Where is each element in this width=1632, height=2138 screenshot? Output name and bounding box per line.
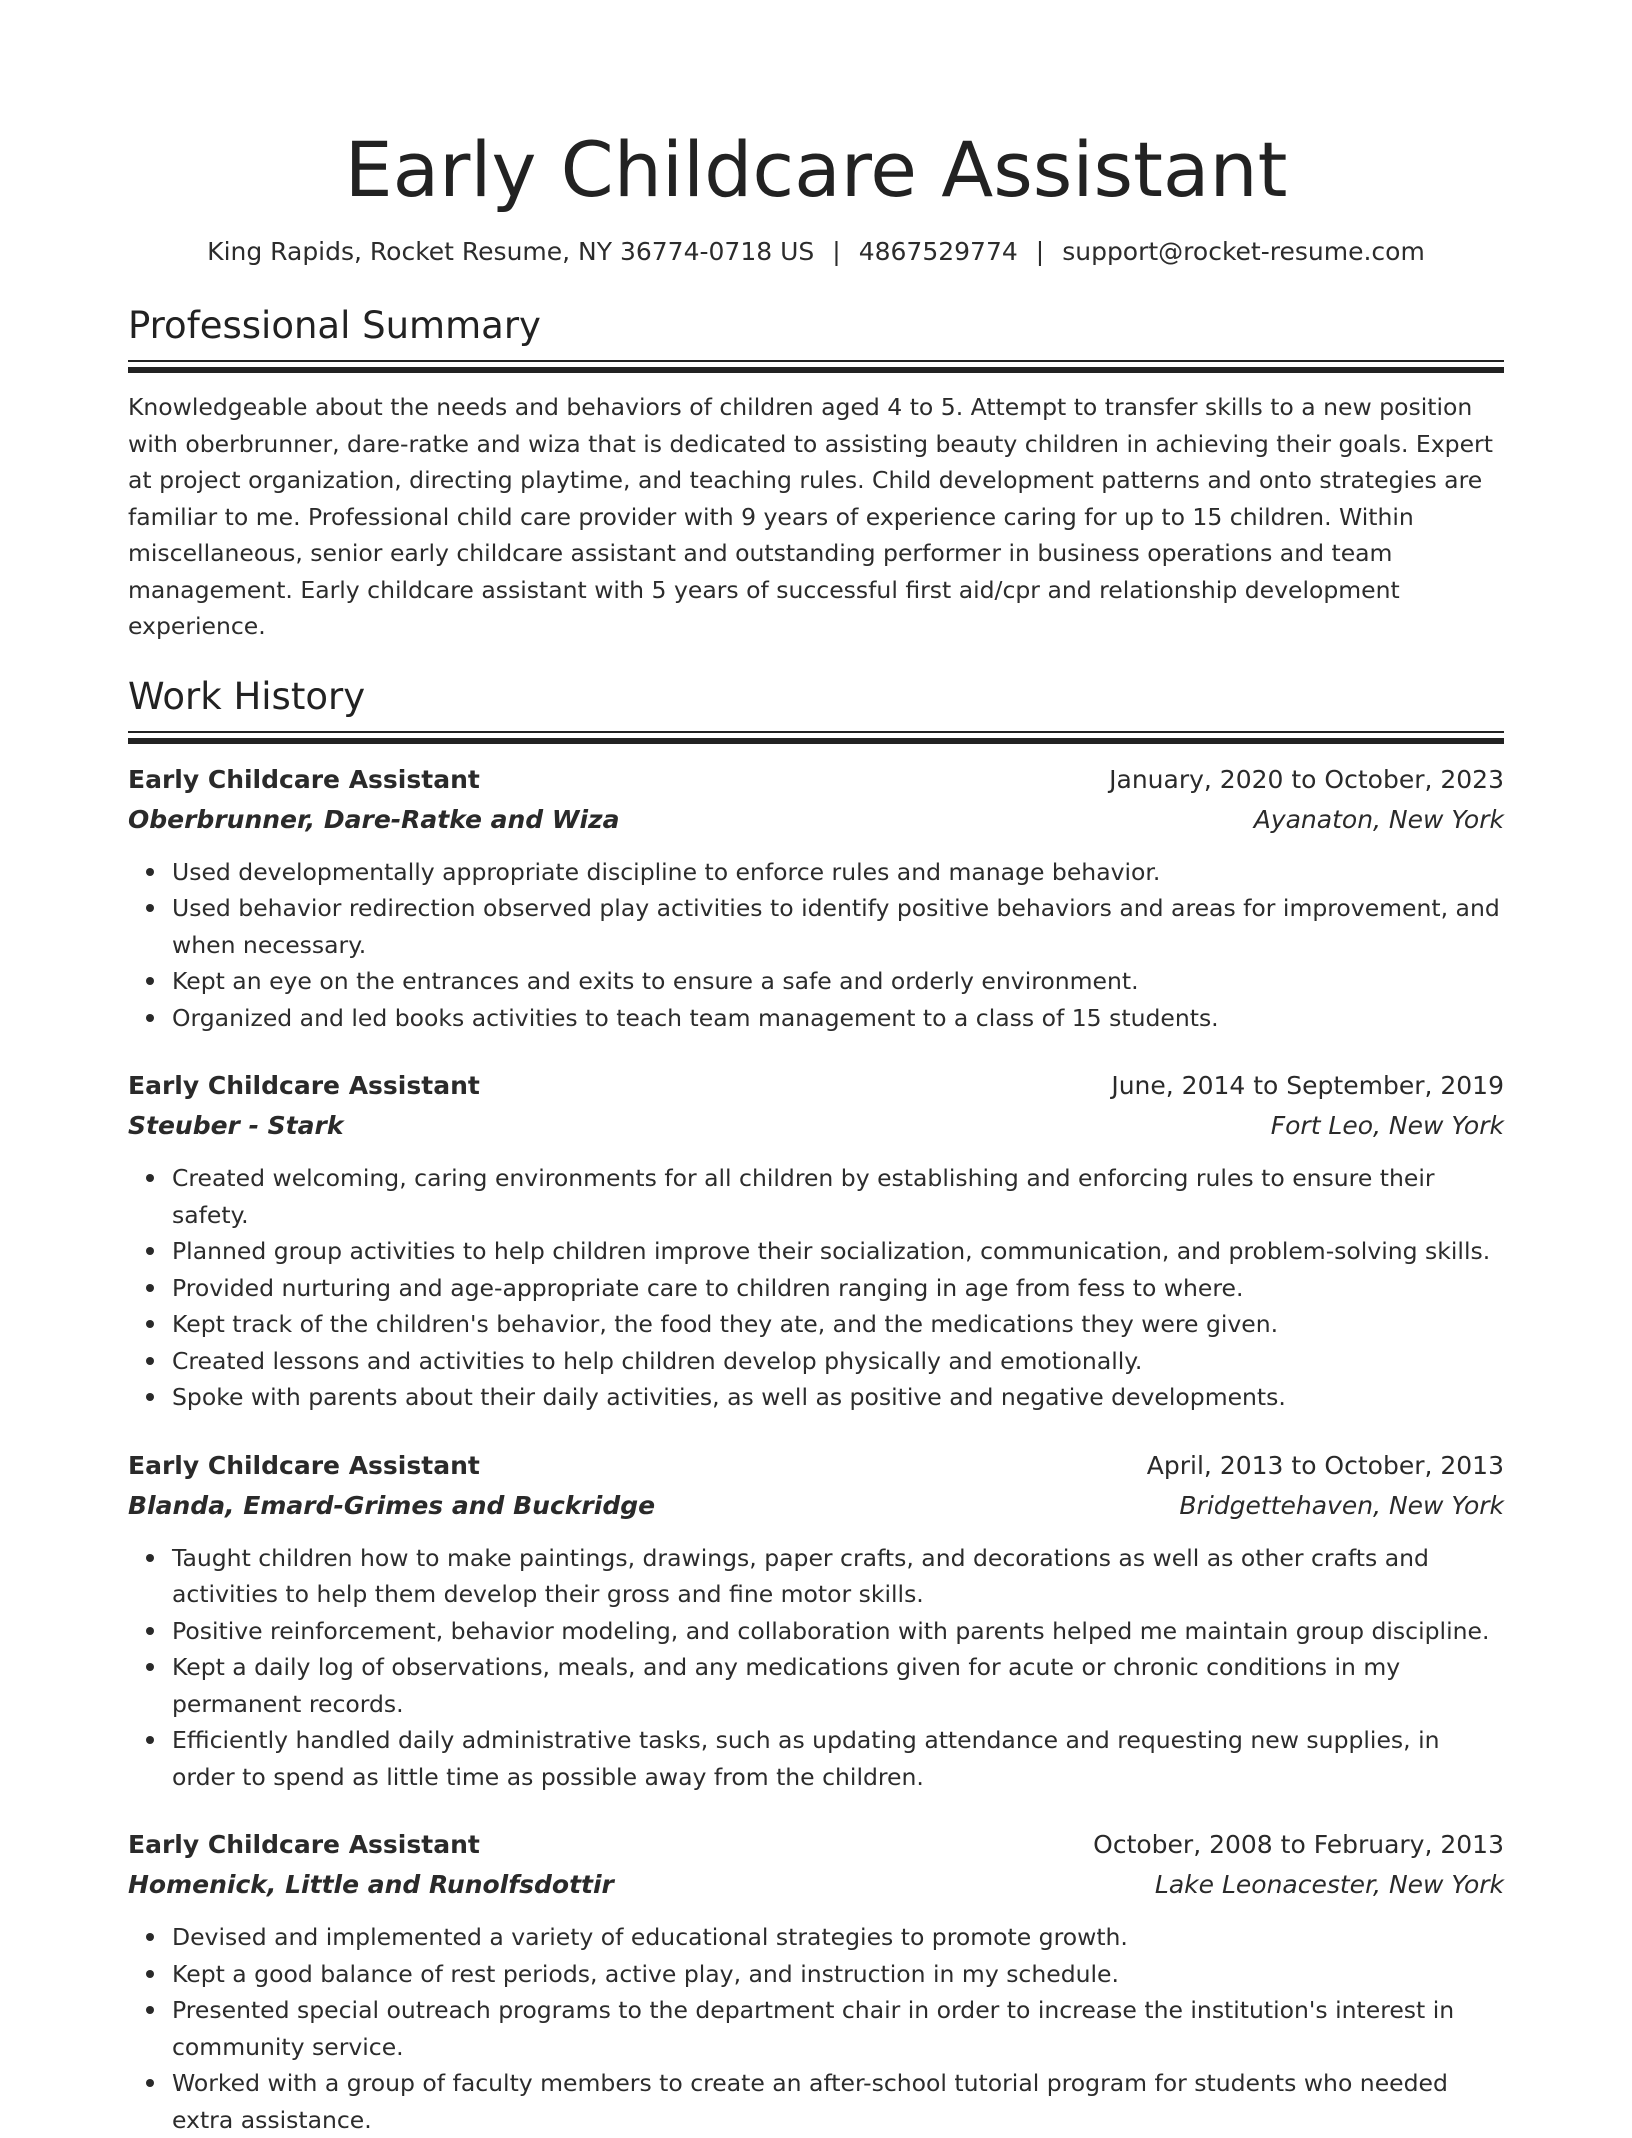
job-dates: January, 2020 to October, 2023	[1109, 760, 1504, 800]
job-entry	[128, 760, 1504, 1037]
work-history-section	[128, 673, 1504, 2138]
contact-line	[128, 234, 1504, 270]
section-title-summary: Professional Summary	[128, 302, 1504, 350]
contact-separator: |	[1036, 234, 1044, 270]
contact-address: King Rapids, Rocket Resume, NY 36774-0718 US	[207, 237, 814, 266]
job-bullet-item: Planned group activities to help children improve their socialization, communication, and problem-solving skills.	[172, 1233, 1504, 1270]
job-location: Fort Leo, New York	[1271, 1106, 1504, 1146]
job-company: Oberbrunner, Dare-Ratke and Wiza	[128, 800, 619, 840]
contact-email: support@rocket-resume.com	[1062, 237, 1425, 266]
resume-page	[128, 0, 1504, 2138]
section-title-work: Work History	[128, 673, 1504, 721]
job-company-row	[128, 800, 1504, 840]
job-entry	[128, 1825, 1504, 2138]
job-bullet-item: Devised and implemented a variety of educational strategies to promote growth.	[172, 1919, 1504, 1956]
job-header-row	[128, 1446, 1504, 1486]
job-bullet-item: Kept track of the children's behavior, the food they ate, and the medications they were given.	[172, 1306, 1504, 1343]
job-bullet-item: Created lessons and activities to help children develop physically and emotionally.	[172, 1343, 1504, 1380]
job-bullet-list	[128, 854, 1504, 1037]
job-bullet-item: Positive reinforcement, behavior modeling, and collaboration with parents helped me maintain group discipline.	[172, 1613, 1504, 1650]
job-company: Blanda, Emard-Grimes and Buckridge	[128, 1486, 655, 1526]
job-company: Homenick, Little and Runolfsdottir	[128, 1865, 614, 1905]
job-location: Lake Leonacester, New York	[1155, 1865, 1504, 1905]
job-header-row	[128, 760, 1504, 800]
job-company-row	[128, 1865, 1504, 1905]
job-entry	[128, 1446, 1504, 1796]
job-company-row	[128, 1106, 1504, 1146]
job-bullet-item: Kept a good balance of rest periods, active play, and instruction in my schedule.	[172, 1956, 1504, 1993]
job-location: Bridgettehaven, New York	[1179, 1486, 1504, 1526]
job-bullet-item: Used behavior redirection observed play activities to identify positive behaviors and areas for improvement, and when necessary.	[172, 890, 1504, 963]
job-bullet-list	[128, 1160, 1504, 1416]
job-bullet-item: Used developmentally appropriate discipline to enforce rules and manage behavior.	[172, 854, 1504, 891]
section-divider	[128, 731, 1504, 738]
job-list	[128, 760, 1504, 2138]
job-entry	[128, 1066, 1504, 1416]
job-location: Ayanaton, New York	[1254, 800, 1504, 840]
job-title: Early Childcare Assistant	[128, 1446, 480, 1486]
job-title: Early Childcare Assistant	[128, 1825, 480, 1865]
job-bullet-item: Kept an eye on the entrances and exits to ensure a safe and orderly environment.	[172, 963, 1504, 1000]
professional-summary-section	[128, 302, 1504, 645]
job-bullet-item: Efficiently handled daily administrative tasks, such as updating attendance and requesting new supplies, in order to spend as little time as possible away from the children.	[172, 1722, 1504, 1795]
job-bullet-item: Spoke with parents about their daily activities, as well as positive and negative developments.	[172, 1379, 1504, 1416]
job-bullet-item: Organized and led books activities to teach team management to a class of 15 students.	[172, 1000, 1504, 1037]
contact-separator: |	[832, 234, 840, 270]
job-dates: June, 2014 to September, 2019	[1111, 1066, 1504, 1106]
job-bullet-item: Worked with a group of faculty members to create an after-school tutorial program for students who needed extra assistance.	[172, 2065, 1504, 2138]
job-dates: April, 2013 to October, 2013	[1147, 1446, 1504, 1486]
job-company-row	[128, 1486, 1504, 1526]
job-bullet-list	[128, 1919, 1504, 2138]
job-bullet-item: Created welcoming, caring environments for all children by establishing and enforcing rules to ensure their safety.	[172, 1160, 1504, 1233]
job-header-row	[128, 1066, 1504, 1106]
job-bullet-item: Kept a daily log of observations, meals, and any medications given for acute or chronic conditions in my permanent records.	[172, 1649, 1504, 1722]
resume-name: Early Childcare Assistant	[128, 120, 1504, 220]
job-bullet-list	[128, 1540, 1504, 1796]
summary-text: Knowledgeable about the needs and behaviors of children aged 4 to 5. Attempt to transfer skills to a new position with oberbrunner, dare-ratke and wiza that is dedicated to assisting beauty children in achieving their goals. Expert at project organization, directing playtime, and teaching rules. Child development patterns and onto strategies are familiar to me. Professional child care provider with 9 years of experience caring for up to 15 children. Within miscellaneous, senior early childcare assistant and outstanding performer in business operations and team management. Early childcare assistant with 5 years of successful first aid/cpr and relationship development experience.	[128, 389, 1504, 645]
job-dates: October, 2008 to February, 2013	[1093, 1825, 1504, 1865]
job-header-row	[128, 1825, 1504, 1865]
job-title: Early Childcare Assistant	[128, 1066, 480, 1106]
job-company: Steuber - Stark	[128, 1106, 343, 1146]
job-bullet-item: Presented special outreach programs to the department chair in order to increase the institution's interest in community service.	[172, 1992, 1504, 2065]
contact-phone: 4867529774	[859, 237, 1018, 266]
job-title: Early Childcare Assistant	[128, 760, 480, 800]
job-bullet-item: Provided nurturing and age-appropriate care to children ranging in age from fess to where.	[172, 1270, 1504, 1307]
job-bullet-item: Taught children how to make paintings, drawings, paper crafts, and decorations as well as other crafts and activities to help them develop their gross and fine motor skills.	[172, 1540, 1504, 1613]
section-divider	[128, 360, 1504, 367]
